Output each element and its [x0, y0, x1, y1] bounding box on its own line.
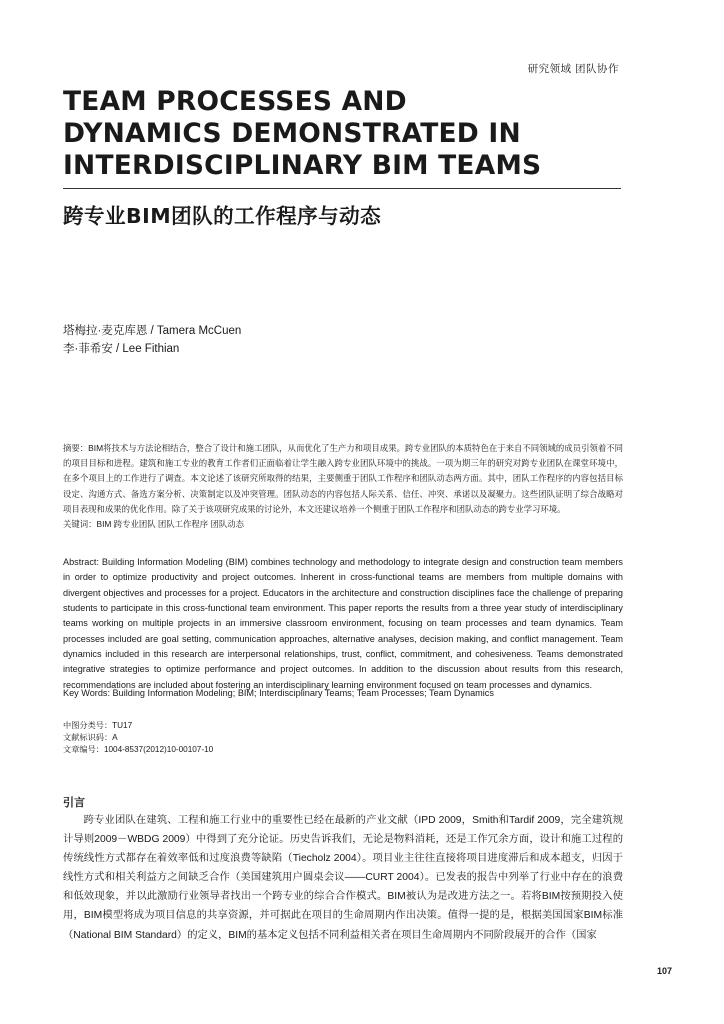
clc-number: 中图分类号：TU17 [63, 721, 133, 730]
english-title-line: TEAM PROCESSES AND [63, 86, 407, 117]
author-line: 李·菲希安 / Lee Fithian [63, 343, 180, 355]
document-code: 文献标识码：A [63, 733, 118, 742]
section-category-label: 研究领域 团队协作 [527, 63, 619, 75]
english-title-line: INTERDISCIPLINARY BIM TEAMS [63, 150, 542, 181]
author-list [63, 322, 241, 358]
english-title [63, 86, 663, 182]
chinese-title: 跨专业BIM团队的工作程序与动态 [63, 204, 382, 228]
introduction-body [63, 811, 623, 945]
chinese-abstract [63, 441, 623, 517]
introduction-heading: 引言 [63, 797, 85, 809]
title-divider [63, 188, 621, 189]
article-number: 文章编号：1004-8537(2012)10-00107-10 [63, 745, 214, 754]
chinese-abstract-text: 摘要：BIM将技术与方法论相结合，整合了设计和施工团队，从而优化了生产力和项目成果。跨专业团队的本质特色在于来自不同领域的成员引领着不同的项目目标和进程。建筑和施工专业的教育工作者们正面临着让学生融入跨专业团队环境中的挑战。一项为期三年的研究对跨专业团队在课堂环境中，在多个项目上的工作进行了调查。本文论述了该研究所取得的结果，主要侧重于团队工作程序和团队动态两方面。其中，团队工作程序的内容包括目标设定、沟通方式、备选方案分析、决策制定以及冲突管理。团队动态的内容包括人际关系、信任、冲突、承诺以及凝聚力。这些团队证明了综合战略对项目表现和成果的优化作用。除了关于该项研究成果的讨论外，本文还建议培养一个侧重于团队工作程序和团队动态的跨专业学习环境。 [63, 443, 623, 514]
english-abstract [63, 555, 623, 693]
author-line: 塔梅拉·麦克库恩 / Tamera McCuen [63, 325, 242, 337]
english-keywords: Key Words: Building Information Modeling; BIM; Interdisciplinary Teams; Team Processes; Team Dynamics [63, 688, 494, 698]
introduction-paragraph: 跨专业团队在建筑、工程和施工行业中的重要性已经在最新的产业文献（IPD 2009，Smith和Tardif 2009，完全建筑规计导则2009－WBDG 2009）中得到了充分论证。历史告诉我们，无论是物料消耗，还是工作冗余方面，设计和施工过程的传统线性方式都存在着效率低和过度浪费等缺陷（Tiecholz 2004）。项目业主往往直接将项目进度滞后和成本超支，归因于线性方式和相关利益方之间缺乏合作（美国建筑用户圆桌会议——CURT 2004）。已发表的报告中列举了行业中存在的浪费和低效现象，并以此激励行业领导者找出一个跨专业的综合合作模式。BIM被认为是改进方法之一。若将BIM按预期投入使用，BIM模型将成为项目信息的共享资源，并可据此在项目的生命周期内作出决策。值得一提的是，根据美国国家BIM标准（National BIM Standard）的定义，BIM的基本定义包括不同利益相关者在项目生命周期内不同阶段展开的合作（国家 [63, 815, 623, 941]
english-abstract-text: Abstract: Building Information Modeling (BIM) combines technology and methodology to integrate design and construction team members in order to optimize productivity and project outcomes. Inherent in cross-functional teams are members from multiple domains with divergent objectives and processes for a project. Educators in the architecture and construction disciplines face the challenge of preparing students to participate in this cross-functional team environment. This paper reports the results from a three year study of interdisciplinary teams working on multiple projects in an immersive classroom environment, focusing on team processes and team dynamics. Team processes included are goal setting, communication approaches, alternative analyses, decision making, and conflict management. Team dynamics included in this research are interpersonal relationships, trust, conflict, commitment, and cohesiveness. Teams demonstrated integrative strategies to optimize performance and project outcomes. In addition to the discussion about results from this research, recommendations are included about fostering an interdisciplinary learning environment focused on team processes and dynamics. [63, 557, 623, 690]
chinese-keywords: 关键词：BIM 跨专业团队 团队工作程序 团队动态 [63, 519, 244, 529]
classification-metadata [63, 720, 213, 756]
english-title-line: DYNAMICS DEMONSTRATED IN [63, 118, 521, 149]
page-number: 107 [656, 966, 672, 976]
